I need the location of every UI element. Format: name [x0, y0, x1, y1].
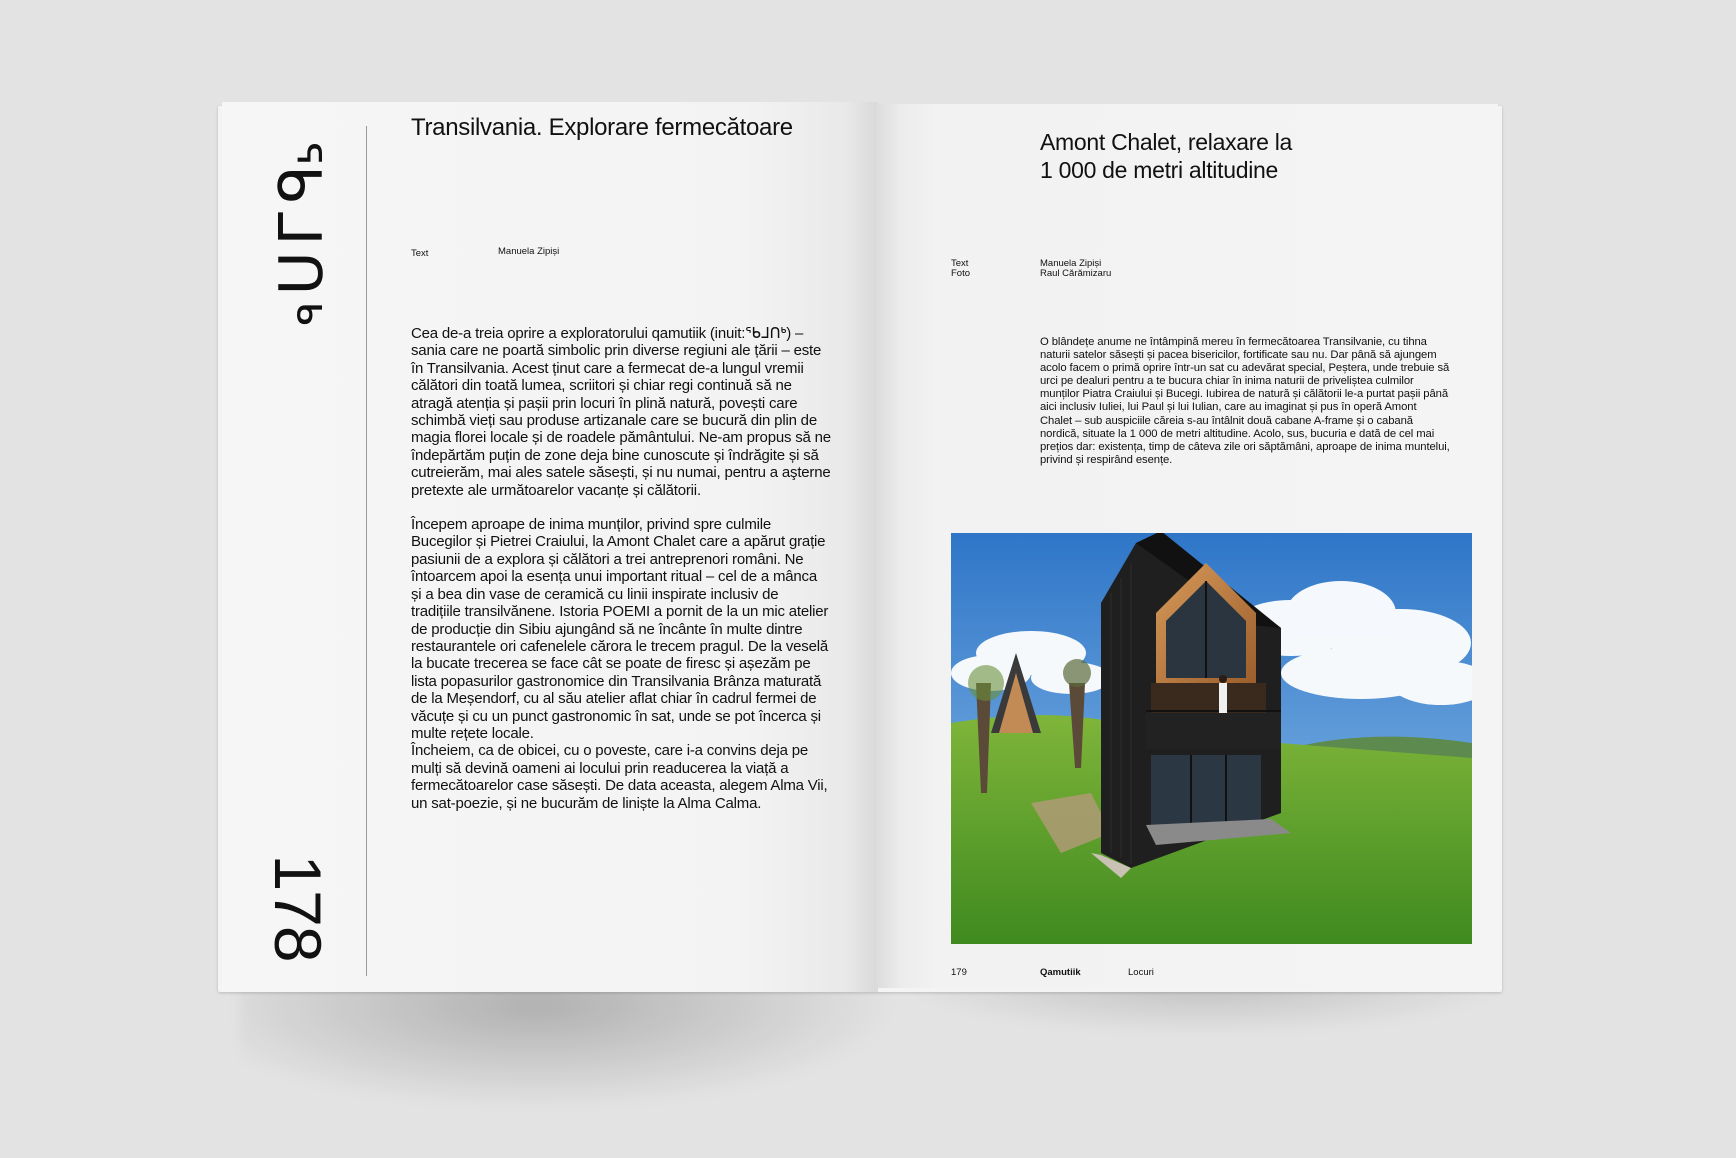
left-page-number-text: 178: [261, 854, 335, 962]
right-credit-text-label: Text: [951, 258, 969, 269]
right-title-line-1: Amont Chalet, relaxare la: [1040, 129, 1293, 155]
left-credit-text-value: Manuela Zipiși: [498, 246, 560, 257]
vertical-rule: [366, 126, 367, 976]
footer-section-name: Locuri: [1128, 967, 1154, 978]
left-article-title: Transilvania. Explorare fermecătoare: [411, 114, 793, 141]
syllabics-title: [248, 140, 348, 332]
chalet-photo-illustration: [951, 533, 1472, 944]
right-credit-foto-value: Raul Cărămizaru: [1040, 268, 1112, 279]
right-intro-text: O blândețe anume ne întâmpină mereu în fermecătoarea Transilvanie, cu tihna naturii satelor săsești și pacea bisericilor, fortificate sau nu. Dar până să ajungem acolo facem o primă oprire într-un sat cu adevărat special, Peștera, unde trebuie să urci pe dealuri pentru a te bucura chiar în inima naturii de priveliștea culmilor munților Piatra Craiului și Bucegi. Iubirea de natură și călătorii le-a purtat pașii până aici inclusiv Iuliei, lui Paul și lui Iulian, care au imaginat și pus în operă Amont Chalet – sub auspiciile căreia s-au întâlnit două cabane A-frame și o cabană nordică, situate la 1 000 de metri altitudine. Acolo, sus, bucuria e dată de cel mai prețios dar: existența, timp de câteva zile ori săptămâni, aproape de inima muntelui, privind și respirând esențe.: [1040, 336, 1450, 466]
left-paragraph-3: Încheiem, ca de obicei, cu o poveste, care i-a convins deja pe mulți să devină oameni ai locului prin readucerea la viață a fermecătoarelor case săsești. De data aceasta, alegem Alma Vii, un sat-poezie, și ne bucurăm de liniște la Alma Calma.: [411, 742, 828, 812]
left-paragraph-2: Începem aproape de inima munților, privind spre culmile Bucegilor și Pietrei Craiului, la Amont Chalet care a apărut grație pasiunii de a explora și călători a trei antreprenori români. Ne întoarcem apoi la esența unui important ritual – cel de a mânca și a bea din vase de ceramică cu linii inspirate inclusiv de tradițiile transilvănene. Istoria POEMI a pornit de la un mic atelier de producție din Sibiu ajungând să ne încânte în multe dintre restaurantele ori cafenelele cărora le trecem pragul. De la veselă la bucate trecerea se face cât se poate de firesc și așezăm pe lista popasurilor gastronomice din Transilvania Brânza maturată de la Meșendorf, cu al său atelier aflat chiar în cadrul fermei de văcuțe și cu un punct gastronomic în sat, unde se pot încerca și multe rețete locale.: [411, 516, 829, 742]
book-shadow-left: [240, 980, 900, 1110]
book-shadow-right: [900, 985, 1510, 1035]
right-article-title: [1040, 128, 1440, 184]
left-article-body: [411, 325, 831, 829]
footer-page-number: 179: [951, 967, 967, 978]
chalet-photo: [951, 533, 1472, 944]
right-credit-foto-label: Foto: [951, 268, 971, 279]
footer-magazine-name: Qamutiik: [1040, 967, 1081, 978]
left-page-number: [228, 854, 368, 962]
left-credit-text-label: Text: [411, 248, 429, 259]
left-paragraph-1: Cea de-a treia oprire a exploratorului qamutiik (inuit:ᖃᒧᑎᒃ) – sania care ne poartă simbolic prin diverse regiuni ale țării – este în Transilvania. Acest ținut care a fermecat de-a lungul vremii călători din toată lumea, scriitori și chiar regi continuă să ne atragă atenția și pașii prin locuri în plină natură, povești care schimbă vieți sau produse artizanale care se bucură din plin de magia florei locale și de roadele pământului. Ne-am propus să ne îndepărtăm puțin de zone deja bine cunoscute și îndrăgite și să cutreierăm, mai ales satele săsești, și nu numai, pentru a aşterne pretexte ale următoarelor vacanțe și călătorii.: [411, 325, 831, 499]
syllabics-title-text: ᖃᒧᑎᒃ: [263, 140, 333, 332]
right-credit-text-value: Manuela Zipiși: [1040, 258, 1102, 269]
right-title-line-2: 1 000 de metri altitudine: [1040, 157, 1278, 183]
